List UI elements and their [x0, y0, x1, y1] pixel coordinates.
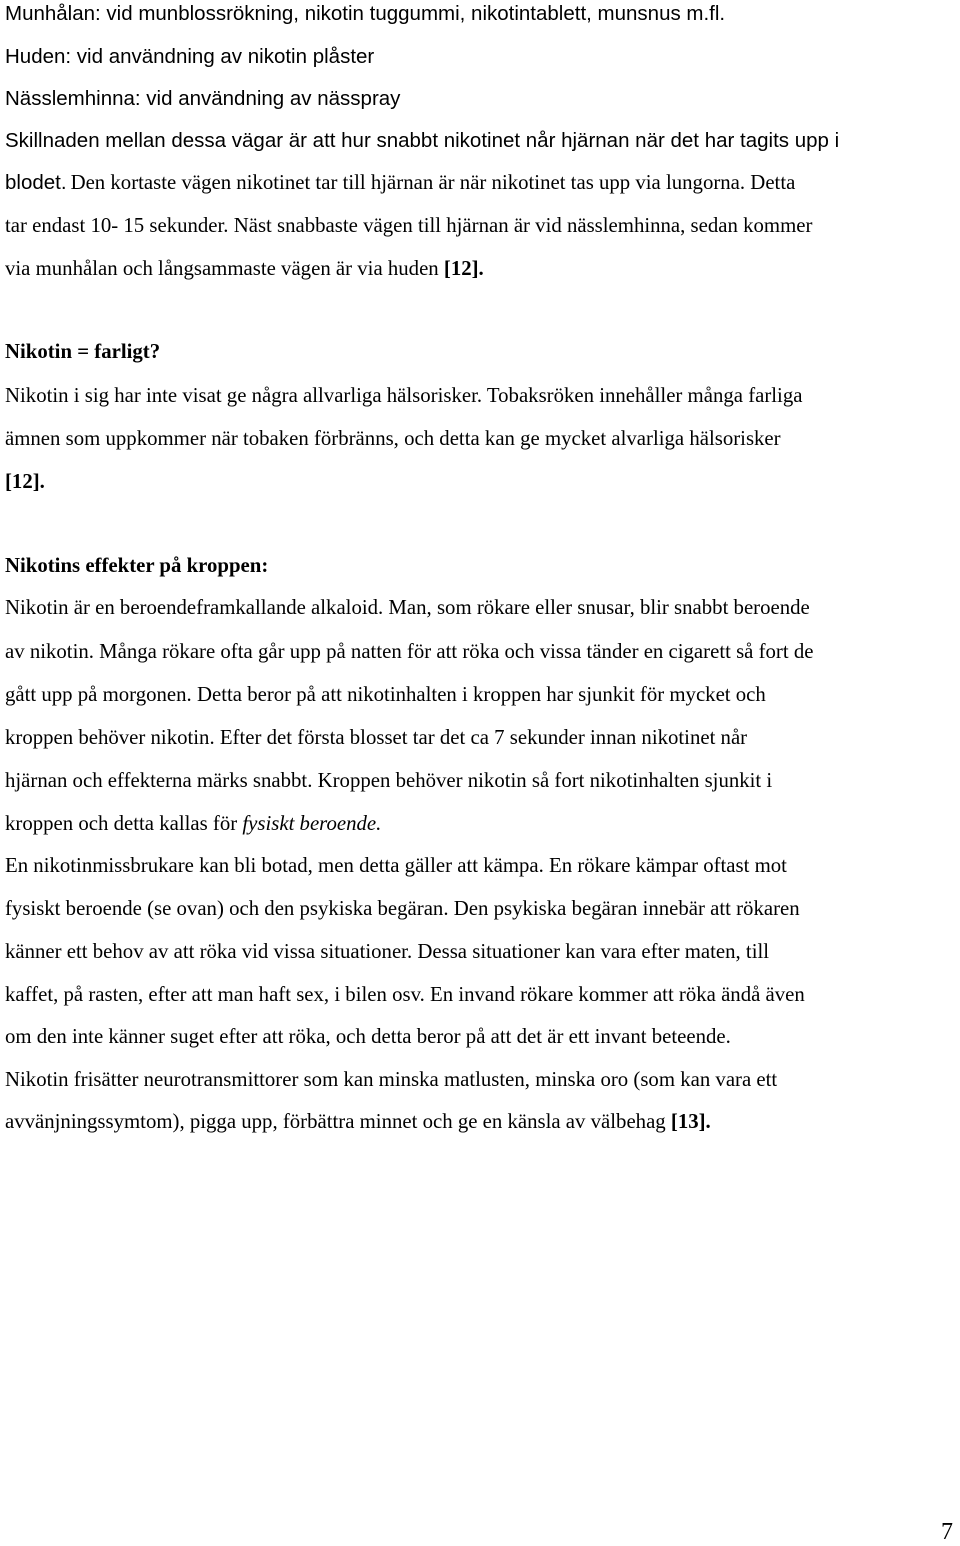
text-shortest-path: Den kortaste vägen nikotinet tar till hjärnan är när nikotinet tas upp via lungorna. Detta [70, 171, 796, 194]
text-line-difference: Skillnaden mellan dessa vägar är att hur snabbt nikotinet når hjärnan när det har tagits upp i [5, 129, 840, 152]
text-line: om den inte känner suget efter att röka, och detta beror på att det är ett invant beteende. [5, 1025, 731, 1048]
paragraph-line [5, 1110, 711, 1134]
text-line: Nikotin frisätter neurotransmittorer som kan minska matlusten, minska oro (som kan vara ett [5, 1068, 778, 1091]
text-line: fysiskt beroende (se ovan) och den psykiska begäran. Den psykiska begäran innebär att rökaren [5, 897, 800, 920]
text-line-nasal: Nässlemhinna: vid användning av nässpray [5, 87, 401, 110]
paragraph-line [5, 812, 381, 836]
page-number: 7 [941, 1519, 953, 1545]
text-line: kaffet, på rasten, efter att man haft sex, i bilen osv. En invand rökare kommer att röka ändå även [5, 983, 805, 1006]
text-line-mouth: Munhålan: vid munblossrökning, nikotin tuggummi, nikotintablett, munsnus m.fl. [5, 2, 726, 25]
citation-12: [12]. [443, 257, 484, 280]
text-nicotine-itself: Nikotin i sig har inte visat ge några allvarliga hälsorisker. [5, 384, 483, 407]
citation-13: [13]. [670, 1110, 711, 1133]
text-tobacco-smoke: Tobaksröken innehåller många farliga [486, 384, 803, 407]
text-line: gått upp på morgonen. Detta beror på att nikotinhalten i kroppen har sjunkit för mycket och [5, 683, 766, 706]
text-physical-dependence: fysiskt beroende. [242, 812, 382, 835]
text-line: hjärnan och effekterna märks snabbt. Kroppen behöver nikotin så fort nikotinhalten sjunkit i [5, 769, 773, 792]
heading-nikotin-farligt: Nikotin = farligt? [5, 340, 161, 363]
heading-nikotins-effekter: Nikotins effekter på kroppen: [5, 554, 269, 577]
text-substances: ämnen som uppkommer när tobaken förbränns, och detta kan ge mycket alvarliga hälsorisker [5, 427, 781, 450]
text-line-skin: Huden: vid användning av nikotin plåster [5, 45, 375, 68]
paragraph-line [5, 384, 802, 408]
text-blodet: blodet. [5, 171, 67, 194]
citation-12: [12]. [5, 470, 45, 493]
paragraph-line [5, 257, 484, 281]
text-withdrawal: avvänjningssymtom), pigga upp, förbättra minnet och ge en känsla av välbehag [5, 1110, 666, 1133]
text-next-fastest: Näst snabbaste vägen till hjärnan är vid nässlemhinna, sedan kommer [233, 214, 813, 237]
text-line: känner ett behov av att röka vid vissa situationer. Dessa situationer kan vara efter maten, till [5, 940, 770, 963]
paragraph-line [5, 214, 812, 238]
text-slowest: via munhålan och långsammaste vägen är via huden [5, 257, 439, 280]
text-line: En nikotinmissbrukare kan bli botad, men detta gäller att kämpa. En rökare kämpar oftast mot [5, 854, 787, 877]
text-called: kroppen och detta kallas för [5, 812, 238, 835]
paragraph-line [5, 171, 795, 195]
text-line: kroppen behöver nikotin. Efter det första blosset tar det ca 7 sekunder innan nikotinet når [5, 726, 748, 749]
text-line: av nikotin. Många rökare ofta går upp på natten för att röka och vissa tänder en cigarett så fort de [5, 640, 814, 663]
text-seconds: tar endast 10- 15 sekunder. [5, 214, 229, 237]
text-line: Nikotin är en beroendeframkallande alkaloid. Man, som rökare eller snusar, blir snabbt beroende [5, 596, 810, 619]
